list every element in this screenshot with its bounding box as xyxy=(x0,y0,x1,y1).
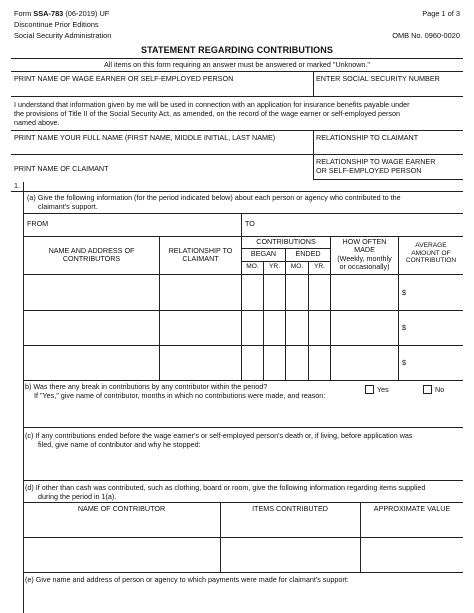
full-name-field[interactable] xyxy=(11,131,313,154)
col-header-contributions: CONTRIBUTIONS xyxy=(256,237,316,246)
col-header-line: CLAIMANT xyxy=(182,254,219,264)
prior-editions-note: Discontinue Prior Editions xyxy=(14,20,99,29)
relationship-to-wage-earner-label: OR SELF-EMPLOYED PERSON xyxy=(316,166,422,175)
divider xyxy=(23,502,463,503)
col-header-line: MADE xyxy=(354,245,375,255)
contribution-ended-field[interactable] xyxy=(24,451,463,480)
col-header-line: HOW OFTEN xyxy=(342,237,387,246)
to-label: TO xyxy=(245,219,255,228)
divider xyxy=(11,191,463,192)
certification-line: the provisions of Title II of the Social Security Act, as amended, on the record of the wage earner or self-employed person xyxy=(14,109,400,118)
divider xyxy=(241,248,331,249)
divider xyxy=(23,427,463,428)
item-d-text: during the period in 1(a). xyxy=(38,492,117,501)
col-header-line: (Weekly, monthly xyxy=(337,253,392,263)
table-row[interactable] xyxy=(24,311,463,345)
certification-line: I understand that information given by me will be used in connection with an application for insurance benefits payable under xyxy=(14,100,410,109)
claimant-name-label: PRINT NAME OF CLAIMANT xyxy=(14,164,109,173)
relationship-to-claimant-label: RELATIONSHIP TO CLAIMANT xyxy=(316,133,419,142)
divider xyxy=(11,96,463,97)
divider xyxy=(23,380,463,381)
col-header-line: AMOUNT OF xyxy=(411,249,451,257)
table-row[interactable] xyxy=(24,538,463,572)
dollar-sign: $ xyxy=(402,288,406,297)
table-row[interactable] xyxy=(24,275,463,310)
item-a-text: (a) Give the following information (for the period indicated below) about each person or agency who contributed to the xyxy=(27,193,401,202)
col-header-average xyxy=(399,242,463,265)
col-header-items: ITEMS CONTRIBUTED xyxy=(252,504,328,513)
from-label: FROM xyxy=(27,219,49,228)
col-header-line: AVERAGE xyxy=(415,242,447,249)
col-header-line: CONTRIBUTORS xyxy=(62,254,121,264)
col-header-yr: YR. xyxy=(269,263,280,270)
col-header-line: or occasionally) xyxy=(339,261,390,271)
col-header-how-often xyxy=(331,238,398,271)
col-header-line: RELATIONSHIP TO xyxy=(168,246,233,255)
col-header-yr: YR. xyxy=(314,263,325,270)
divider xyxy=(23,236,463,237)
divider xyxy=(313,71,314,96)
col-header-line: NAME AND ADDRESS OF xyxy=(48,246,135,255)
item-a-text: claimant's support. xyxy=(38,202,98,211)
table-row[interactable] xyxy=(24,346,463,380)
relationship-to-wage-earner-field[interactable] xyxy=(314,155,463,179)
item-b-text: b) Was there any break in contributions by any contributor within the period? xyxy=(25,382,268,391)
table-row[interactable] xyxy=(24,515,463,537)
wage-earner-name-field[interactable] xyxy=(11,72,313,96)
form-id: SSA-783 xyxy=(33,9,64,18)
full-name-label: PRINT NAME YOUR FULL NAME (FIRST NAME, MIDDLE INITIAL, LAST NAME) xyxy=(14,133,276,142)
no-checkbox[interactable] xyxy=(423,385,432,394)
yes-checkbox[interactable] xyxy=(365,385,374,394)
divider xyxy=(313,179,463,180)
dollar-sign: $ xyxy=(402,358,406,367)
dollar-sign: $ xyxy=(402,323,406,332)
form-edition: (06-2019) UF xyxy=(63,9,110,18)
yes-label: Yes xyxy=(377,385,389,394)
divider xyxy=(241,261,331,262)
form-number xyxy=(14,10,109,19)
divider xyxy=(23,572,463,573)
divider xyxy=(241,213,242,236)
ssn-field[interactable] xyxy=(314,72,463,96)
divider xyxy=(11,58,463,59)
col-header-contributor: NAME OF CONTRIBUTOR xyxy=(77,504,166,513)
item-e-text: (e) Give name and address of person or agency to which payments were made for claimant's support: xyxy=(25,575,349,584)
item-b-text: If "Yes," give name of contributor, months in which no contributions were made, and reason: xyxy=(34,391,326,400)
col-header-name xyxy=(24,247,159,264)
col-header-mo: MO. xyxy=(290,263,304,270)
to-field[interactable] xyxy=(243,214,463,236)
page-title: STATEMENT REGARDING CONTRIBUTIONS xyxy=(141,45,333,55)
col-header-value: APPROXIMATE VALUE xyxy=(373,504,451,513)
col-header-mo: MO. xyxy=(246,263,259,270)
col-header-line: CONTRIBUTION xyxy=(405,257,457,265)
form-prefix: Form xyxy=(14,9,34,18)
col-header-began: BEGAN xyxy=(250,249,277,258)
divider xyxy=(23,480,463,481)
relationship-to-claimant-field[interactable] xyxy=(314,131,463,154)
no-label: No xyxy=(435,385,445,394)
item-c-text: (c) If any contributions ended before the wage earner's or self-employed person's death or, if living, before application was xyxy=(25,431,413,440)
item-number: 1. xyxy=(14,181,20,190)
claimant-name-field[interactable] xyxy=(11,155,313,191)
item-d-text: (d) If other than cash was contributed, such as clothing, board or room, give the following information regarding items supplied xyxy=(25,483,426,492)
instruction-text: All items on this form requiring an answer must be answered or marked "Unknown." xyxy=(104,60,370,69)
wage-earner-name-label: PRINT NAME OF WAGE EARNER OR SELF-EMPLOYED PERSON xyxy=(14,74,234,83)
break-explanation-field[interactable] xyxy=(24,402,463,427)
page-number: Page 1 of 3 xyxy=(422,9,460,18)
col-header-ended: ENDED xyxy=(295,249,321,258)
divider xyxy=(313,154,314,180)
certification-line: named above. xyxy=(14,118,60,127)
agency-name: Social Security Administration xyxy=(14,31,112,40)
omb-number: OMB No. 0960-0020 xyxy=(392,31,460,40)
ssn-label: ENTER SOCIAL SECURITY NUMBER xyxy=(316,74,440,83)
divider xyxy=(313,130,314,154)
from-field[interactable] xyxy=(24,214,241,236)
relationship-to-wage-earner-label: RELATIONSHIP TO WAGE EARNER xyxy=(316,157,436,166)
item-c-text: filed, give name of contributor and why he stopped: xyxy=(38,440,201,449)
col-header-relationship xyxy=(160,247,241,264)
payee-field[interactable] xyxy=(24,586,463,613)
